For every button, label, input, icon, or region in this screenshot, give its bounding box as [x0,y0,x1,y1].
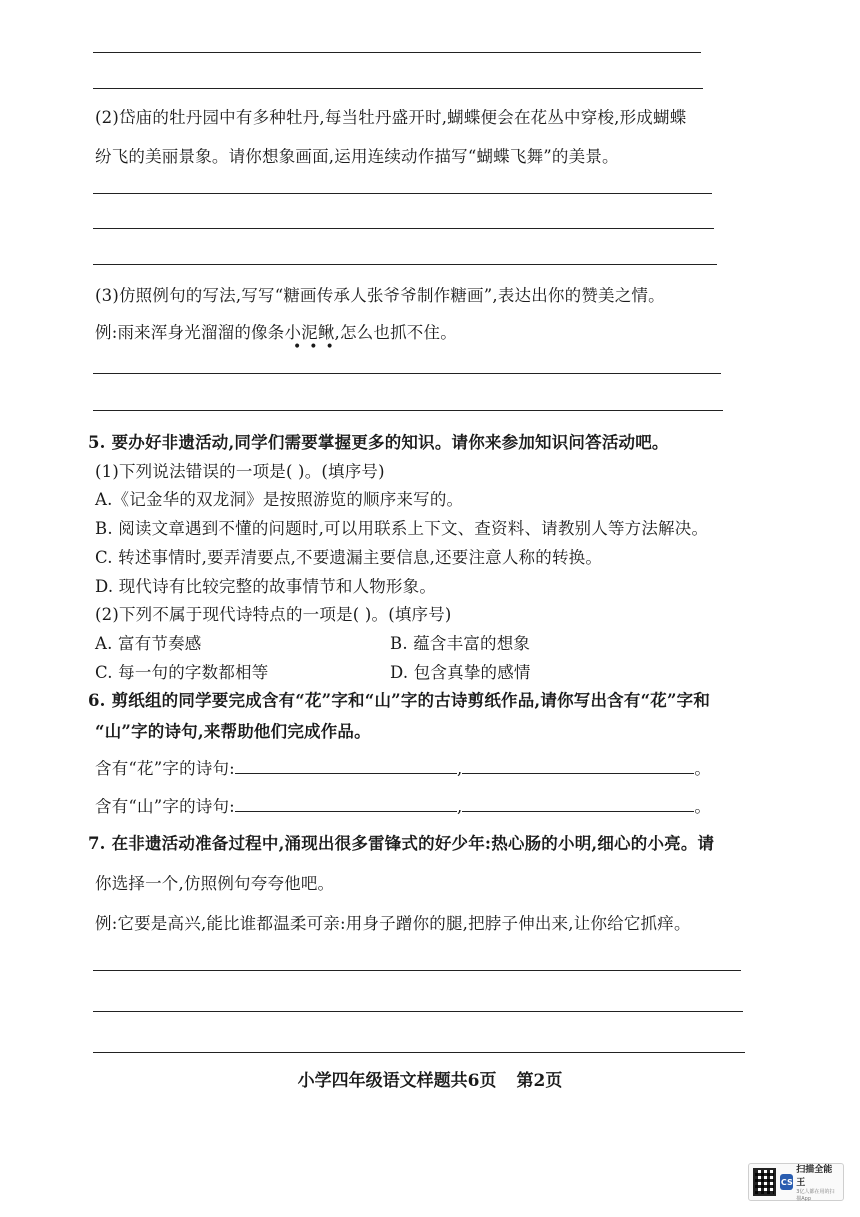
q5-part1-stem: (1)下列说法错误的一项是( )。(填序号) [95,462,385,481]
scanner-watermark [748,1163,844,1201]
qr-code-icon [753,1168,776,1196]
period: 。 [694,797,712,816]
q5-part2-stem: (2)下列不属于现代诗特点的一项是( )。(填序号) [95,605,452,624]
answer-line[interactable] [93,264,717,265]
comma: , [456,797,463,816]
page-footer [0,1066,860,1091]
scanner-brand-name: 扫描全能王 [796,1165,833,1188]
q5-part1-option-c: C. 转述事情时,要弄清要点,不要遗漏主要信息,还要注意人称的转换。 [95,548,603,567]
answer-line[interactable] [93,373,721,374]
shan-poem-blank-1[interactable] [235,793,457,812]
q4-part2-line2: 纷飞的美丽景象。请你想象画面,运用连续动作描写“蝴蝶飞舞”的美景。 [95,147,619,166]
q5-part1-option-d: D. 现代诗有比较完整的故事情节和人物形象。 [95,577,437,596]
scanner-brand [796,1162,839,1202]
q6-shan-row [95,793,711,818]
answer-line[interactable] [93,88,703,89]
q6-shan-label: 含有“山”字的诗句: [95,797,235,816]
q6-line2: “山”字的诗句,来帮助他们完成作品。 [95,722,371,741]
answer-line[interactable] [93,52,701,53]
q5-part2-option-d: D. 包含真挚的感情 [390,663,531,682]
q5-part2-option-b: B. 蕴含丰富的想象 [390,634,531,653]
answer-line[interactable] [93,1052,745,1053]
answer-line[interactable] [93,193,712,194]
q6-line1: 6. 剪纸组的同学要完成含有“花”字和“山”字的古诗剪纸作品,请你写出含有“花”字和 [88,691,711,710]
emphasis-dots: ••• [293,339,342,355]
hua-poem-blank-2[interactable] [462,755,694,774]
q4-part3-example: 例:雨来浑身光溜溜的像条小泥鳅,怎么也抓不住。 [95,323,457,342]
q5-part2-option-c: C. 每一句的字数都相等 [95,663,269,682]
q5-part1-option-a: A.《记金华的双龙洞》是按照游览的顺序来写的。 [95,490,464,509]
answer-line[interactable] [93,970,741,971]
scanner-tagline: 3亿人都在用的扫描App [796,1189,835,1202]
comma: , [456,759,463,778]
q6-hua-label: 含有“花”字的诗句: [95,759,235,778]
period: 。 [694,759,712,778]
footer-title: 小学四年级语文样题共6页 [297,1071,497,1091]
q7-line2: 你选择一个,仿照例句夸夸他吧。 [95,874,335,893]
q5-part1-option-b: B. 阅读文章遇到不懂的问题时,可以用联系上下文、查资料、请教别人等方法解决。 [95,519,709,538]
q5-part2-option-a: A. 富有节奏感 [95,634,202,653]
answer-line[interactable] [93,228,714,229]
q6-hua-row [95,755,711,780]
q7-line1: 7. 在非遗活动准备过程中,涌现出很多雷锋式的好少年:热心肠的小明,细心的小亮。请 [88,834,715,853]
hua-poem-blank-1[interactable] [235,755,457,774]
q5-title: 5. 要办好非遗活动,同学们需要掌握更多的知识。请你来参加知识问答活动吧。 [88,433,669,452]
camscanner-logo-icon: CS [780,1174,793,1190]
footer-page-number: 第2页 [516,1071,563,1091]
q7-example: 例:它要是高兴,能比谁都温柔可亲:用身子蹭你的腿,把脖子伸出来,让你给它抓痒。 [95,914,691,933]
answer-line[interactable] [93,410,723,411]
shan-poem-blank-2[interactable] [462,793,694,812]
q4-part2-line1: (2)岱庙的牡丹园中有多种牡丹,每当牡丹盛开时,蝴蝶便会在花丛中穿梭,形成蝴蝶 [95,108,687,127]
answer-line[interactable] [93,1011,743,1012]
q4-part3-line1: (3)仿照例句的写法,写写“糖画传承人张爷爷制作糖画”,表达出你的赞美之情。 [95,286,665,305]
